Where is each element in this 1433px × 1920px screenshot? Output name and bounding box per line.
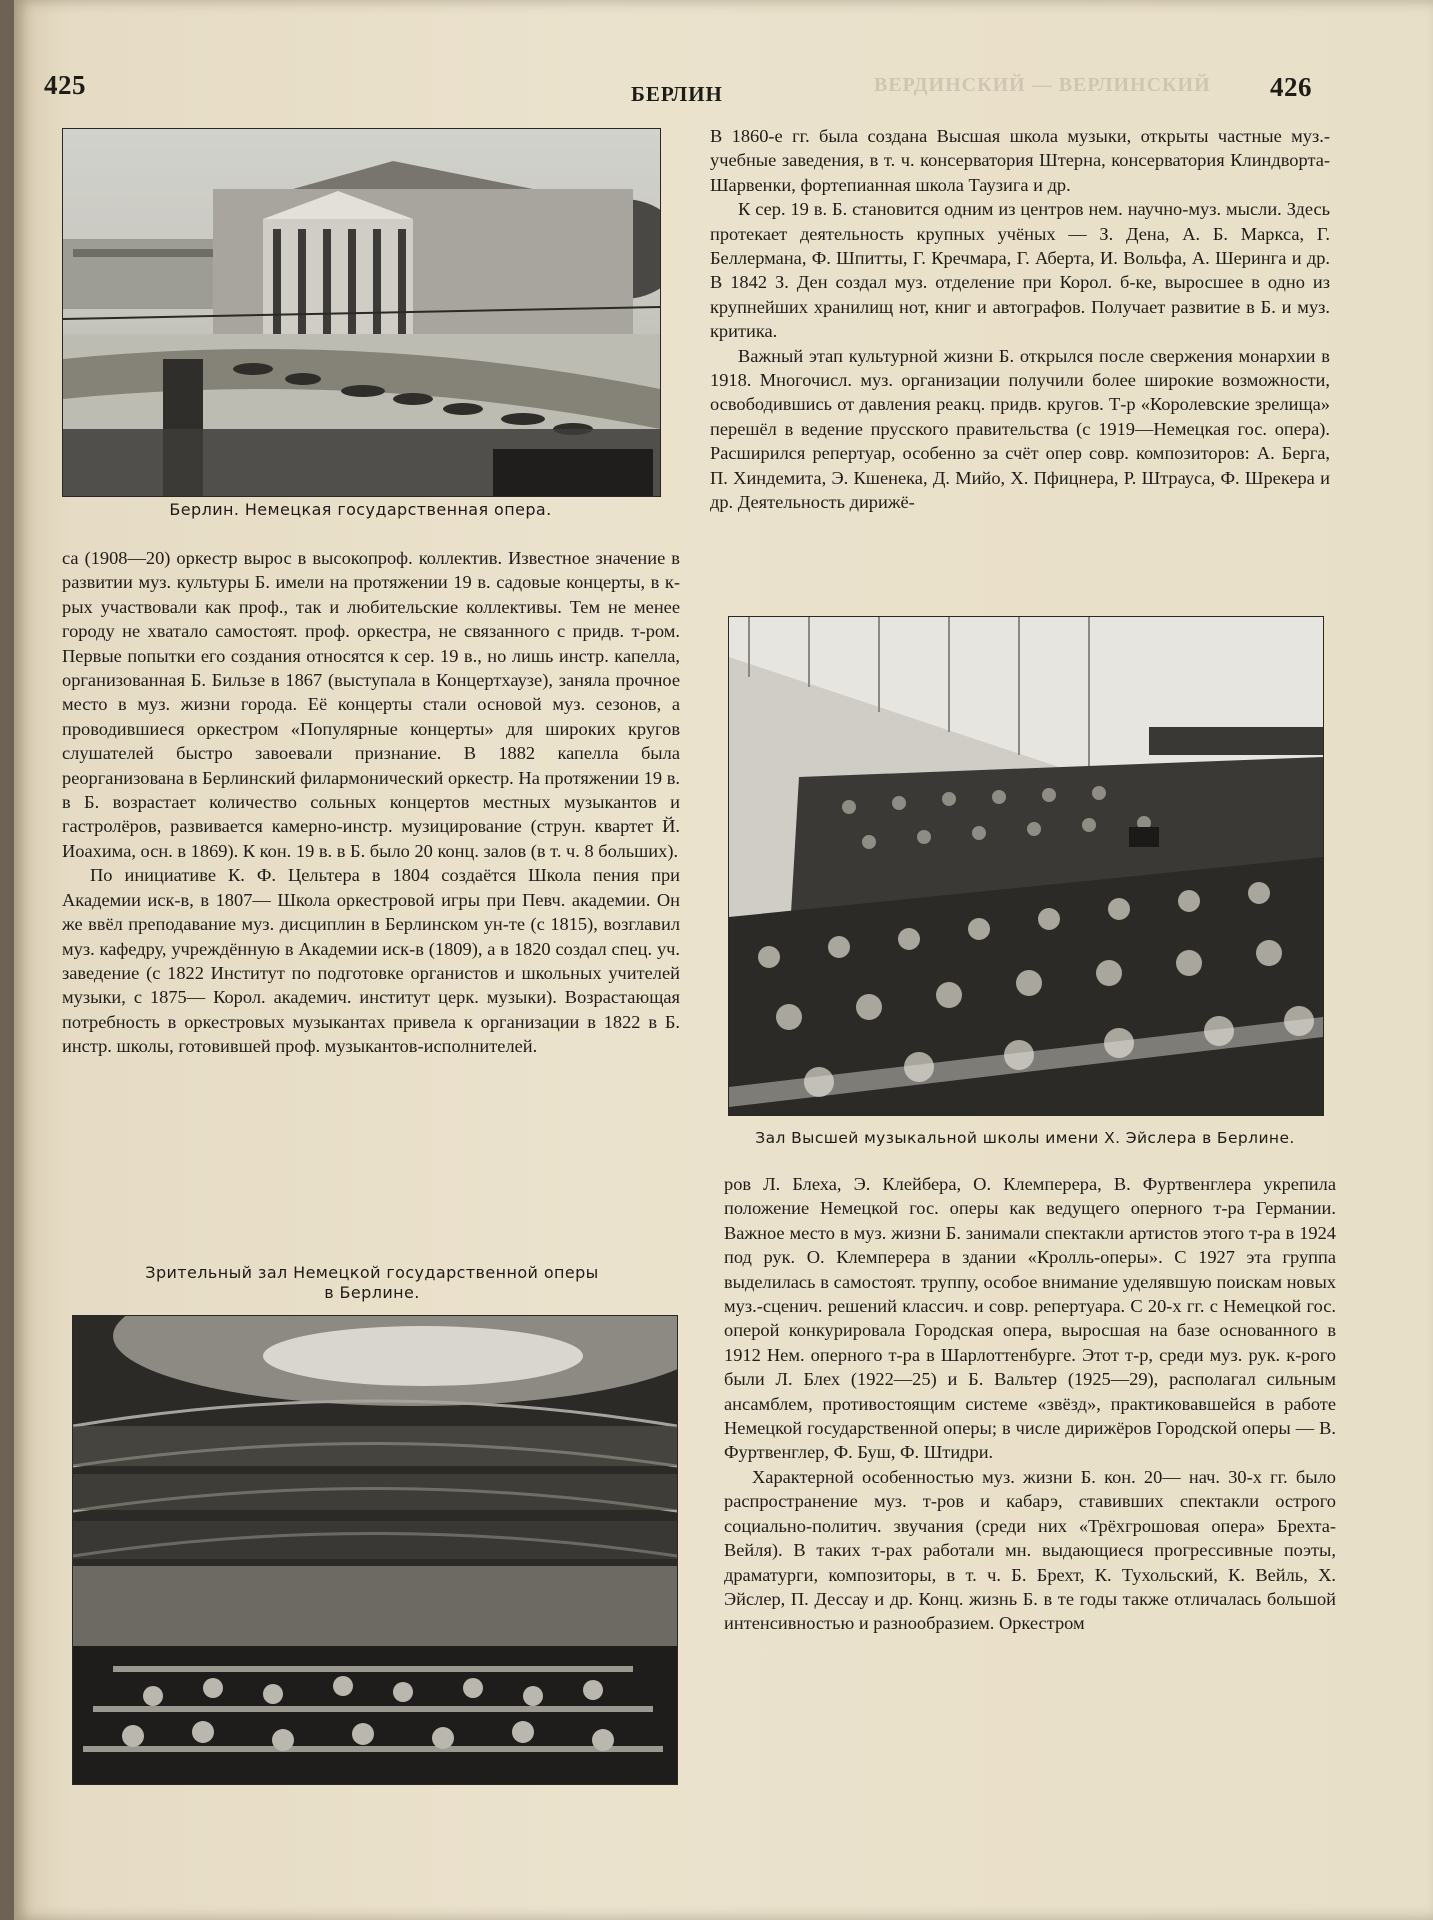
paragraph: По инициативе К. Ф. Цельтера в 1804 создаётся Школа пения при Академии иск-в, в 1807— Школа оркестровой игры при Певч. академии. Он же ввёл преподавание муз. дисциплин в Берлинском ун-те (с 1815), возглавил муз. кафедру, учреждённую в Академии иск-в (1809), а в 1820 создал спец. уч. заведение (с 1822 Институт по подготовке органистов и школьных учителей музыки, с 1875— Корол. академич. институт церк. музыки). Возрастающая потребность в оркестровых музыкантах привела к организации в 1822 в Б. инстр. школы, готовившей проф. музыкантов-исполнителей. xyxy=(62,865,680,1057)
paragraph: Важный этап культурной жизни Б. открылся после свержения монархии в 1918. Многочисл. муз. организации получили более широкие возможности, освободившись от давления реакц. придв. кругов. Т-р «Королевские зрелища» перешёл в ведение прусского правительства (с 1919—Немецкая гос. опера). Расширился репертуар, особенно за счёт опер совр. композиторов: А. Берга, П. Хиндемита, Э. Кшенека, Д. Мийо, X. Пфицнера, Р. Штрауса, Ф. Шрекера и др. Деятельность дирижё- xyxy=(710,345,1330,513)
right-page-number: 426 xyxy=(1270,72,1312,102)
opera-auditorium-photo xyxy=(72,1315,678,1785)
concert-hall-caption: Зал Высшей музыкальной школы имени X. Эйслера в Берлине. xyxy=(755,1129,1295,1147)
right-column-top-text xyxy=(710,124,1330,515)
left-column-text xyxy=(62,546,680,1059)
book-page xyxy=(14,0,1433,1920)
paragraph: ров Л. Блеха, Э. Клейбера, О. Клемперера, В. Фуртвенглера укрепила положение Немецкой гос. оперы как ведущего оперного т-ра Германии. Важное место в муз. жизни Б. занимали спектакли артистов этого т-ра в 1924 под рук. О. Клемперера в здании «Кролль-оперы». С 1927 эта группа выделилась в самостоят. труппу, особое внимание уделявшую поискам новых муз.-сценич. решений классич. и совр. репертуара. С 20-х гг. с Немецкой гос. оперой конкурировала Городская опера, выросшая на базе основанного в 1912 Нем. оперного т-ра в Шарлоттенбурге. Этот т-р, среди муз. рук. к-рого были Л. Блех (1922—25) и Б. Вальтер (1925—29), располагал сильным ансамблем, противостоящим системе «звёзд», практиковавшейся в работе Немецкой государственной оперы; в числе дирижёров Городской оперы — В. Фуртвенглер, Ф. Буш, Ф. Штидри. xyxy=(724,1174,1336,1463)
auditorium-caption-line2: в Берлине. xyxy=(324,1283,420,1302)
left-page-number: 425 xyxy=(44,70,86,100)
opera-house-caption: Берлин. Немецкая государственная опера. xyxy=(169,500,552,519)
paragraph: В 1860-е гг. была создана Высшая школа музыки, открыты частные муз.-учебные заведения, в т. ч. консерватория Штерна, консерватория Клиндворта-Шарвенки, фортепианная школа Таузига и др. xyxy=(710,126,1330,195)
auditorium-caption-line1: Зрительный зал Немецкой государственной оперы xyxy=(145,1263,599,1282)
running-title: БЕРЛИН xyxy=(631,82,723,106)
bleed-through-text: ВЕРДИНСКИЙ — ВЕРЛИНСКИЙ xyxy=(874,74,1211,96)
right-column-bottom-text xyxy=(724,1172,1336,1636)
paragraph: са (1908—20) оркестр вырос в высокопроф. коллектив. Известное значение в развитии муз. культуры Б. имели на протяжении 19 в. садовые концерты, в к-рых участвовали как проф., так и любительские коллективы. Тем не менее городу не хватало самостоят. проф. оркестра, не связанного с придв. т-ром. Первые попытки его создания относятся к сер. 19 в., но лишь инстр. капелла, организованная Б. Бильзе в 1867 (выступала в Концертхаузе), заняла прочное место в муз. жизни города. Её концерты стали основой муз. сезонов, а проводившиеся оркестром «Популярные концерты» для широких кругов слушателей быстро завоевали признание. В 1882 капелла была реорганизована в Берлинский филармонический оркестр. На протяжении 19 в. в Б. возрастает количество сольных концертов местных музыкантов и гастролёров, развивается камерно-инстр. музицирование (струн. квартет Й. Иоахима, осн. в 1869). К кон. 19 в. в Б. было 20 конц. залов (в т. ч. 8 больших). xyxy=(62,548,680,861)
concert-hall-photo xyxy=(728,616,1324,1116)
paragraph: Характерной особенностью муз. жизни Б. кон. 20— нач. 30-х гг. было распространение муз. т-ров и кабарэ, ставивших спектакли острого социально-политич. звучания (среди них «Трёхгрошовая опера» Брехта-Вейля). В таких т-рах работали мн. выдающиеся прогрессивные поэты, драматурги, композиторы, в т. ч. Б. Брехт, К. Тухольский, К. Вейль, X. Эйслер, П. Дессау и др. Конц. жизнь Б. в те годы также отличалась большой интенсивностью и разнообразием. Оркестром xyxy=(724,1466,1336,1634)
auditorium-caption xyxy=(72,1263,672,1303)
opera-house-exterior-photo xyxy=(62,128,661,497)
paragraph: К сер. 19 в. Б. становится одним из центров нем. научно-муз. мысли. Здесь протекает деятельность крупных учёных — З. Дена, А. Б. Маркса, Г. Беллермана, Ф. Шпитты, Г. Кречмара, Г. Аберта, И. Вольфа, А. Шеринга и др. В 1842 З. Ден создал муз. отделение при Корол. б-ке, выросшее в одно из крупнейших хранилищ нот, книг и автографов. Получает развитие в Б. и муз. критика. xyxy=(710,199,1330,342)
